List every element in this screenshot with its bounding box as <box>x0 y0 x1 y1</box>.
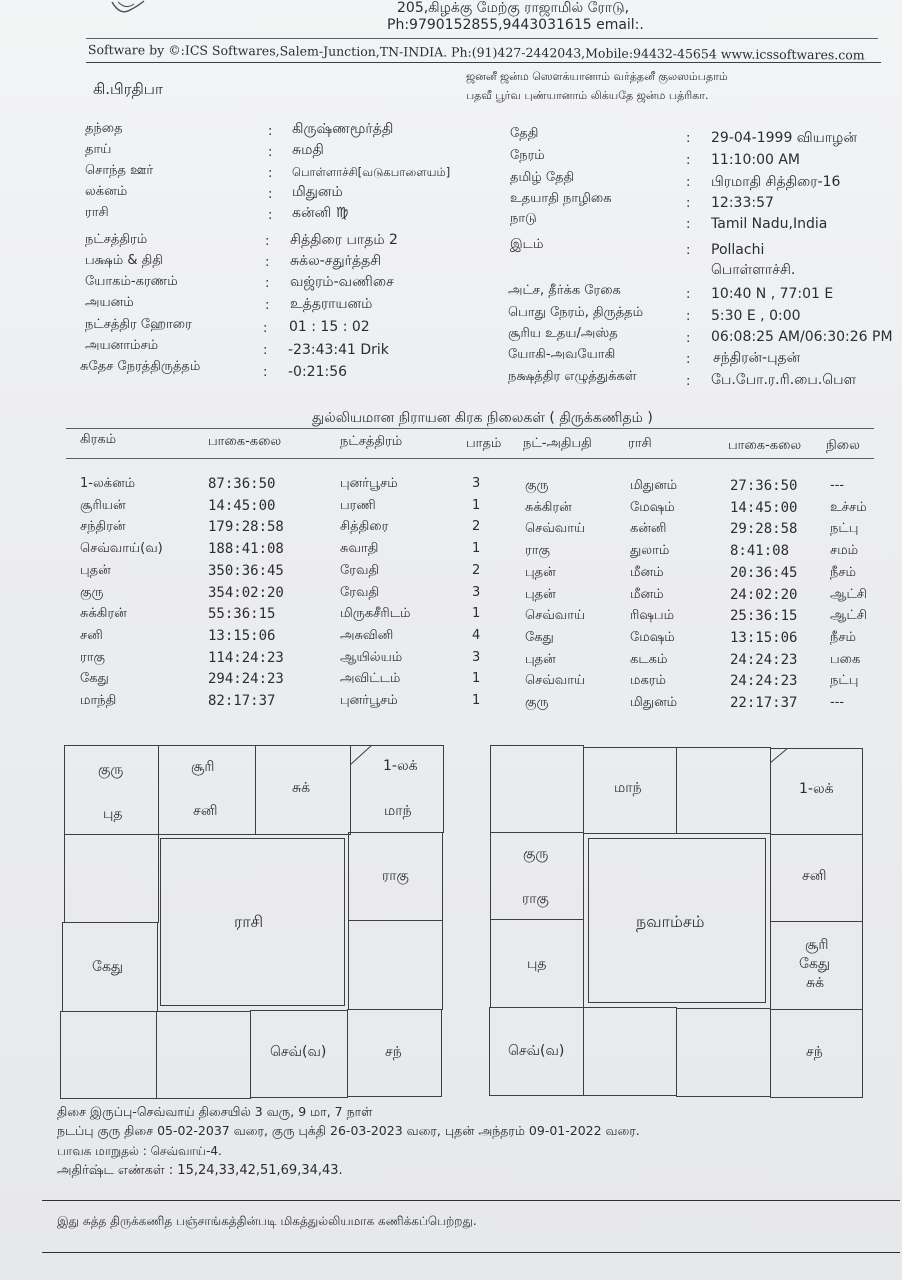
table-cell: சமம் <box>830 543 859 559</box>
detail-value: 12:33:57 <box>711 195 774 211</box>
table-cell: கன்னி <box>630 521 667 537</box>
detail-label: பொது நேரம், திருத்தம் <box>508 305 644 320</box>
detail-value: 5:30 E , 0:00 <box>711 308 801 324</box>
table-cell: 82:17:37 <box>208 693 276 709</box>
table-cell: 14:45:00 <box>730 499 798 516</box>
rasi-rishaba-planet: சுக் <box>292 780 311 796</box>
detail-label: நாடு <box>510 211 537 226</box>
table-cell: ஆயில்யம் <box>340 649 403 665</box>
detail-value: பொள்ளாச்சி. <box>711 262 796 278</box>
table-cell: 24:24:23 <box>730 673 798 690</box>
rasi-mithuna-planet: 1-லக் <box>383 758 418 774</box>
blessing-line-1: ஜனனீ ஜன்ம ஸௌக்யானாம் வர்த்தனீ குலஸம்பதாம் <box>466 70 728 83</box>
detail-label: யோகம்-கரணம் <box>85 274 178 289</box>
bhava-change: பாவக மாறுதல் : செவ்வாய்-4. <box>57 1144 222 1158</box>
detail-label: அயனாம்சம் <box>85 338 159 353</box>
table-cell: அவிட்டம் <box>340 671 401 687</box>
table-cell: மிருகசீரிடம் <box>340 606 411 622</box>
table-cell: ரேவதி <box>340 584 380 600</box>
detail-label: தமிழ் தேதி <box>510 170 575 185</box>
detail-value: 06:08:25 AM/06:30:26 PM <box>711 329 893 345</box>
detail-value: 01 : 15 : 02 <box>289 319 370 335</box>
navamsa-chart-title: நவாம்சம் <box>636 912 705 931</box>
table-cell: மாந்தி <box>80 693 117 708</box>
navamsa-kanni-planet: சந் <box>806 1044 823 1060</box>
detail-label: தாய் <box>85 142 112 157</box>
table-cell: 354:02:20 <box>208 584 284 601</box>
table-header: கிரகம் <box>80 432 117 447</box>
table-cell: ஆட்சி <box>830 608 867 624</box>
table-cell: 1-லக்னம் <box>80 476 136 491</box>
blessing-line-2: பதவீ பூர்வ புண்யானாம் லிக்யதே ஜன்ம பத்ரிகா. <box>466 89 709 102</box>
table-header: ராசி <box>628 436 652 451</box>
detail-label: ராசி <box>85 205 109 220</box>
detail-value: பே.போ.ர.ரி.பை.பௌ <box>711 372 857 388</box>
logo-icon <box>108 0 148 18</box>
table-cell: புதன் <box>525 651 556 667</box>
table-cell: துலாம் <box>630 543 670 559</box>
detail-value: மிதுனம் <box>292 184 343 200</box>
detail-value: 11:10:00 AM <box>711 152 800 168</box>
table-cell: 114:24:23 <box>208 649 284 666</box>
table-header: பாதம் <box>466 436 502 451</box>
table-cell: குரு <box>525 695 549 710</box>
table-cell: 179:28:58 <box>208 519 284 536</box>
detail-label: நட்சத்திரம் <box>85 232 148 247</box>
detail-label: யோகி-அவயோகி <box>508 347 616 362</box>
navamsa-simha-planet: கேது <box>799 956 831 972</box>
detail-value: 29-04-1999 வியாழன் <box>711 130 857 146</box>
table-cell: புதன் <box>525 564 556 580</box>
table-cell: 87:36:50 <box>208 476 276 492</box>
table-cell: 24:02:20 <box>730 586 798 603</box>
table-cell: செவ்வாய்(வ) <box>80 541 163 557</box>
detail-value: வஜ்ரம்-வணிசை <box>290 274 394 290</box>
table-cell: ஆட்சி <box>830 586 867 602</box>
table-cell: நீசம் <box>830 629 856 645</box>
current-dasa: நடப்பு குரு திசை 05-02-2037 வரை, குரு புக்தி 26-03-2023 வரை, புதன் அந்தரம் 09-01-2022 வரை. <box>57 1123 640 1138</box>
lucky-numbers: அதிர்ஷ்ட எண்கள் : 15,24,33,42,51,69,34,43. <box>57 1163 343 1178</box>
detail-label: அயனம் <box>85 295 134 310</box>
table-cell: மகரம் <box>630 673 666 689</box>
table-cell: 1 <box>472 541 481 557</box>
table-cell: 27:36:50 <box>730 478 798 494</box>
header-address: 205,கிழக்கு மேற்கு ராஜாமில் ரோடு, <box>397 0 630 16</box>
table-cell: 350:36:45 <box>208 562 284 579</box>
table-cell: சுக்கிரன் <box>80 606 127 622</box>
table-cell: சுக்கிரன் <box>525 499 572 515</box>
table-header: நிலை <box>826 438 860 453</box>
detail-value: -23:43:41 Drik <box>288 342 389 358</box>
table-cell: செவ்வாய் <box>525 673 586 689</box>
rasi-thula-planet: செவ்(வ) <box>270 1044 327 1060</box>
table-cell: ரேவதி <box>340 562 380 578</box>
rasi-mesha-planet: சனி <box>193 803 218 819</box>
detail-value: உத்தராயனம் <box>290 296 373 312</box>
table-cell: சூரியன் <box>80 497 126 513</box>
table-cell: நட்பு <box>830 673 859 689</box>
navamsa-simha-planet: சூரி <box>805 937 829 953</box>
table-cell: சுவாதி <box>340 541 379 557</box>
horoscope-document: 205,கிழக்கு மேற்கு ராஜாமில் ரோடு, Ph:9790152855,9443031615 email:. Software by ©:ICS Softwares,Salem-Junction,TN-INDIA. Ph:(91)427-2442043,Mobile:94432-45654 www.icssoftwares.com கி.பிரதிபா ஜனனீ ஜன்ம ஸௌக்யானாம் வர்த்தனீ குலஸம்பதாம் பதவீ பூர்வ புண்யானாம் லிக்யதே ஜன்ம பத்ரிகா. தந்தை தாய் சொந்த ஊர் லக்னம் ராசி நட்சத்திரம் பக்ஷம் & திதி யோகம்-கரணம் அயனம் நட்சத்திர ஹோரை அயனாம்சம் சுதேச நேரத்திருத்தம் : : : : : : : : : : : : கிருஷ்ணமூர்த்தி சுமதி பொள்ளாச்சி[வடுகபாளையம்] மிதுனம் கன்னி ♍ சித்திரை பாதம் 2 சுக்ல-சதுர்த்தசி வஜ்ரம்-வணிசை உத்தராயனம் 01 : 15 : 02 -23:43:41 Drik -0:21:56 தேதி நேரம் தமிழ் தேதி உதயாதி நாழிகை நாடு இடம் அட்ச, தீர்க்க ரேகை பொது நேரம், திருத்தம் சூரிய உதய/அஸ்த யோகி-அவயோகி நக்ஷத்திர எழுத்துக்கள் : : : : : : : : : : : 29-04-1999 வியாழன் 11:10:00 AM பிரமாதி சித்திரை-16 12:33:57 Tamil Nadu,India Pollachi பொள்ளாச்சி. 10:40 N , 77:01 E 5:30 E , 0:00 06:08:25 AM/06:30:26 PM சந்திரன்-புதன் பே.போ.ர.ரி.பை.பௌ துல்லியமான நிராயன கிரக நிலைகள் ( திருக்கணிதம் ) கிரகம் பாகை-கலை நட்சத்திரம் பாதம் நட்-அதிபதி ராசி பாகை-கலை நிலை 1-லக்னம் 87:36:50 புனர்பூசம் 3 குரு மிதுனம் 27:36:50 --- சூரியன் 14:45:00 பரணி 1 சுக்கிரன் மேஷம் 14:45:00 உச்சம் சந்திரன் 179:28:58 சித்திரை 2 செவ்வாய் கன்னி 29:28:58 நட்பு செவ்வாய்(வ) 188:41:08 சுவாதி 1 ராகு துலாம் 8:41:08 சமம் புதன் 350:36:45 ரேவதி 2 புதன் மீனம் 20:36:45 நீசம் குரு 354:02:20 ரேவதி 3 புதன் மீனம் 24:02:20 ஆட்சி சுக்கிரன் 55:36:15 மிருகசீரிடம் 1 செவ்வாய் ரிஷபம் 25:36:15 ஆட்சி சனி 13:15:06 அசுவினி 4 கேது மேஷம் 13:15:06 நீசம் ராகு 114:24:23 ஆயில்யம் 3 புதன் கடகம் 24:24:23 பகை கேது 294:24:23 அவிட்டம் 1 செவ்வாய் மகரம் 24:24:23 நட்பு மாந்தி 82:17:37 புனர்பூசம் 1 குரு மிதுனம் 22:17:37 --- குரு புத சூரி சனி சுக் 1-லக் மாந் ராகு ராசி கேது செவ்(வ) சந் மாந் 1-லக் குரு ராகு சனி நவாம்சம் புத சூரி கேது சுக் செவ்(வ) சந் திசை இருப்பு-செவ்வாய் திசையில் 3 வரு, 9 மா, 7 நாள் நடப்பு குரு திசை 05-02-2037 வரை, குரு புக்தி 26-03-2023 வரை, புதன் அந்தரம் 09-01-2022 வரை. பாவக மாறுதல் : செவ்வாய்-4. அதிர்ஷ்ட எண்கள் : 15,24,33,42,51,69,34,43. இது சுத்த திருக்கணித பஞ்சாங்கத்தின்படி மிகத்துல்லியமாக கணிக்கப்பெற்றது. <box>0 0 902 1280</box>
table-cell: 1 <box>472 671 481 687</box>
lagna-marker-icon <box>350 745 380 767</box>
detail-label: இடம் <box>510 237 544 252</box>
detail-value: சந்திரன்-புதன் <box>713 350 801 366</box>
table-cell: 2 <box>472 562 481 578</box>
table-cell: 8:41:08 <box>730 543 790 560</box>
table-cell: புனர்பூசம் <box>340 476 398 491</box>
navamsa-mesha-planet: மாந் <box>614 780 642 796</box>
table-cell: மீனம் <box>630 564 664 580</box>
table-cell: உச்சம் <box>830 499 867 515</box>
table-cell: 4 <box>472 627 481 643</box>
table-cell: நட்பு <box>830 521 859 537</box>
detail-label: நட்சத்திர ஹோரை <box>85 317 192 332</box>
table-cell: 29:28:58 <box>730 521 798 538</box>
detail-label: நக்ஷத்திர எழுத்துக்கள் <box>508 369 637 384</box>
table-cell: மிதுனம் <box>630 478 678 493</box>
lagna-marker-icon <box>770 748 794 766</box>
table-cell: மிதுனம் <box>630 695 678 710</box>
detail-label: அட்ச, தீர்க்க ரேகை <box>508 283 621 298</box>
table-cell: புதன் <box>525 586 556 602</box>
table-cell: குரு <box>80 584 104 600</box>
table-cell: செவ்வாய் <box>525 521 586 537</box>
rasi-makara-planet: கேது <box>92 959 124 975</box>
table-cell: 13:15:06 <box>730 629 798 646</box>
table-cell: கேது <box>80 671 109 687</box>
navamsa-kumbha-planet: ராகு <box>522 891 549 907</box>
navamsa-mithuna-planet: 1-லக் <box>799 781 834 797</box>
detail-label: சொந்த ஊர் <box>85 163 154 178</box>
table-cell: மேஷம் <box>630 499 675 515</box>
table-cell: 25:36:15 <box>730 608 798 625</box>
table-cell: 294:24:23 <box>208 671 284 688</box>
table-cell: 13:15:06 <box>208 627 276 644</box>
detail-value: சுக்ல-சதுர்த்தசி <box>290 253 382 269</box>
table-cell: ராகு <box>80 649 105 665</box>
table-header: பாகை-கலை <box>208 434 282 449</box>
table-cell: சந்திரன் <box>80 519 126 535</box>
table-cell: மேஷம் <box>630 629 675 645</box>
rasi-chart-title: ராசி <box>234 912 264 931</box>
detail-value: 10:40 N , 77:01 E <box>711 286 834 302</box>
table-cell: 1 <box>472 693 481 708</box>
table-header: பாகை-கலை <box>728 438 802 453</box>
detail-value: சித்திரை பாதம் 2 <box>290 232 398 248</box>
person-name: கி.பிரதிபா <box>93 80 163 98</box>
table-cell: 3 <box>472 584 481 600</box>
navamsa-dhanus-planet: செவ்(வ) <box>508 1043 565 1059</box>
rasi-meena-planet: குரு <box>98 762 124 778</box>
detail-value: பொள்ளாச்சி[வடுகபாளையம்] <box>292 165 451 179</box>
table-cell: புனர்பூசம் <box>340 693 398 708</box>
table-cell: 3 <box>472 476 481 491</box>
table-title: துல்லியமான நிராயன கிரக நிலைகள் ( திருக்கணிதம் ) <box>312 410 653 426</box>
table-cell: ராகு <box>525 543 550 559</box>
header-phone: Ph:9790152855,9443031615 email:. <box>387 17 644 33</box>
table-cell: 1 <box>472 497 481 513</box>
table-cell: நீசம் <box>830 564 856 580</box>
navamsa-simha-planet: சுக் <box>806 975 825 991</box>
detail-value: பிரமாதி சித்திரை-16 <box>711 174 841 190</box>
detail-value: சுமதி <box>292 142 324 158</box>
software-credit: Software by ©:ICS Softwares,Salem-Junction,TN-INDIA. Ph:(91)427-2442043,Mobile:94432-45654 www.icssoftwares.com <box>87 42 865 63</box>
table-cell: 3 <box>472 649 481 665</box>
rasi-meena-planet: புத <box>103 806 123 822</box>
rasi-mithuna-planet: மாந் <box>384 803 412 819</box>
detail-value: Pollachi <box>711 242 765 258</box>
table-cell: 14:45:00 <box>208 497 276 514</box>
detail-label: தந்தை <box>85 121 123 136</box>
table-cell: பரணி <box>340 497 376 513</box>
detail-label: சுதேச நேரத்திருத்தம் <box>80 359 201 374</box>
table-cell: 55:36:15 <box>208 606 276 623</box>
detail-value: -0:21:56 <box>288 364 348 380</box>
detail-label: லக்னம் <box>85 184 128 199</box>
table-cell: கடகம் <box>630 651 668 667</box>
accuracy-note: இது சுத்த திருக்கணித பஞ்சாங்கத்தின்படி மிகத்துல்லியமாக கணிக்கப்பெற்றது. <box>57 1214 477 1228</box>
detail-label: பக்ஷம் & திதி <box>85 253 163 268</box>
detail-label: தேதி <box>510 126 539 141</box>
table-cell: செவ்வாய் <box>525 608 586 624</box>
table-cell: சனி <box>80 627 103 643</box>
table-cell: சித்திரை <box>340 519 389 535</box>
table-cell: அசுவினி <box>340 627 394 643</box>
table-cell: பகை <box>830 651 861 667</box>
table-cell: 20:36:45 <box>730 564 798 581</box>
detail-value: கிருஷ்ணமூர்த்தி <box>292 121 394 137</box>
detail-label: சூரிய உதய/அஸ்த <box>508 326 618 341</box>
navamsa-makara-planet: புத <box>527 956 547 972</box>
navamsa-kadaga-planet: சனி <box>802 868 827 884</box>
table-cell: 1 <box>472 606 481 622</box>
table-cell: --- <box>830 478 845 493</box>
rasi-kadaga-planet: ராகு <box>382 868 409 884</box>
table-cell: 188:41:08 <box>208 541 284 558</box>
table-cell: கேது <box>525 629 554 645</box>
table-cell: மீனம் <box>630 586 664 602</box>
table-cell: --- <box>830 695 845 710</box>
rasi-mesha-planet: சூரி <box>191 759 215 775</box>
table-cell: 22:17:37 <box>730 695 798 711</box>
detail-value: Tamil Nadu,India <box>711 216 828 232</box>
rasi-kanni-planet: சந் <box>385 1044 402 1060</box>
table-cell: புதன் <box>80 562 111 578</box>
table-header: நட்சத்திரம் <box>340 434 403 449</box>
detail-label: உதயாதி நாழிகை <box>510 191 612 206</box>
table-cell: 2 <box>472 519 481 535</box>
table-cell: 24:24:23 <box>730 651 798 668</box>
detail-label: நேரம் <box>510 148 545 163</box>
dasa-balance: திசை இருப்பு-செவ்வாய் திசையில் 3 வரு, 9 மா, 7 நாள் <box>57 1104 373 1119</box>
navamsa-kumbha-planet: குரு <box>523 846 549 862</box>
table-cell: ரிஷபம் <box>630 608 675 624</box>
detail-value: கன்னி ♍ <box>292 205 349 221</box>
table-header: நட்-அதிபதி <box>523 436 592 451</box>
table-cell: குரு <box>525 478 549 493</box>
